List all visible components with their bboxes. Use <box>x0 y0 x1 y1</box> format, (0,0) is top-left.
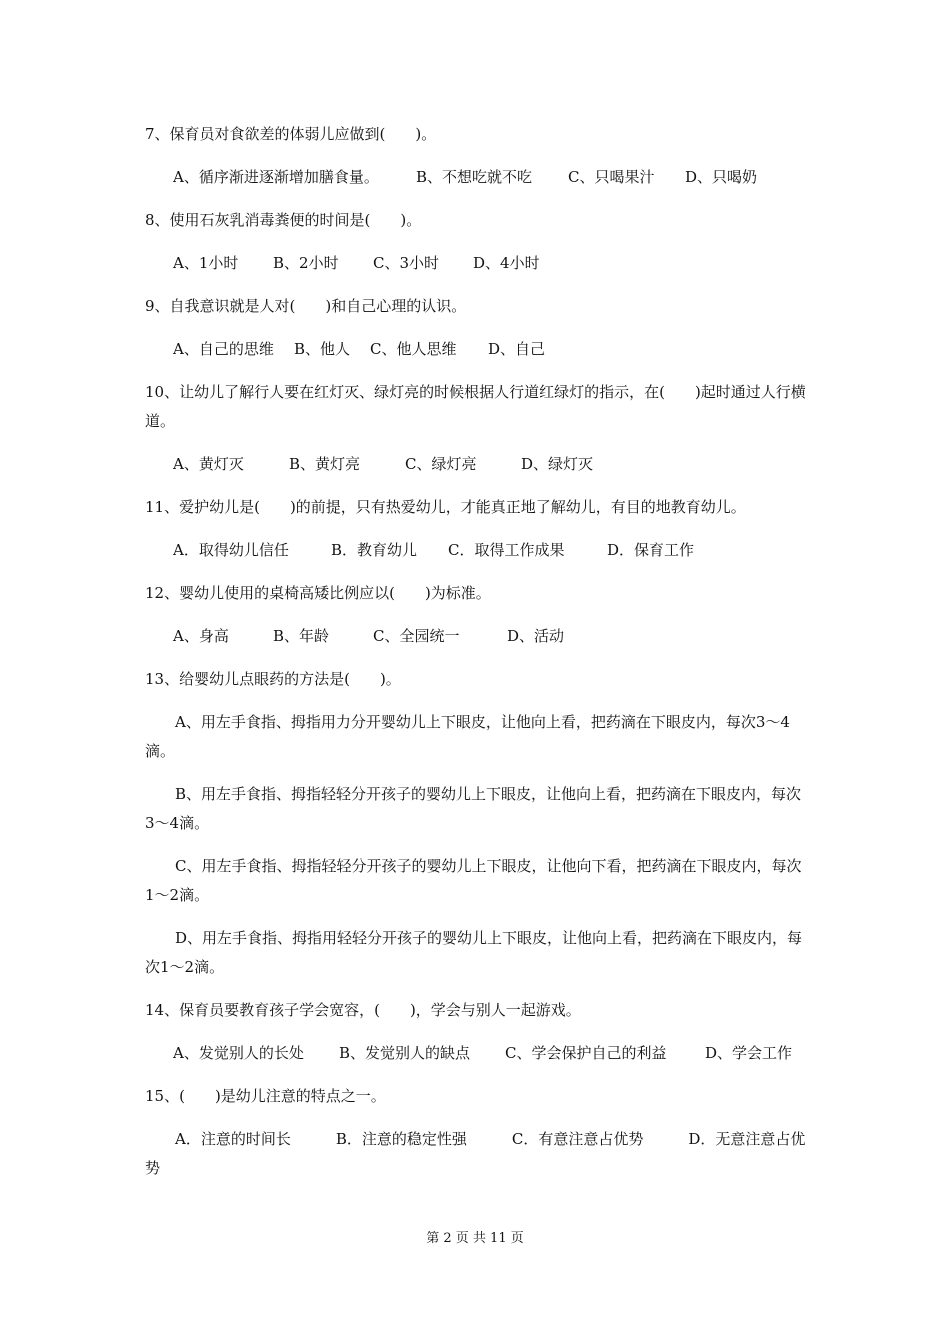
question-9-stem: 9、自我意识就是人对( )和自己心理的认识。 <box>145 297 467 315</box>
option-b: B、发觉别人的缺点 <box>339 1044 471 1062</box>
question-10-stem: 10、让幼儿了解行人要在红灯灭、绿灯亮的时候根据人行道红绿灯的指示，在( )起时通过人行横道。 <box>145 383 806 430</box>
question-7-stem: 7、保育员对食欲差的体弱儿应做到( )。 <box>145 125 437 143</box>
question-9-options <box>145 335 810 364</box>
option-b: B、不想吃就不吃 <box>416 168 533 186</box>
option-c: C、只喝果汁 <box>568 168 655 186</box>
option-b: B、他人 <box>294 340 351 358</box>
option-c: C、他人思维 <box>370 340 457 358</box>
option-a: A、自己的思维 <box>173 340 274 358</box>
option-b: B、黄灯亮 <box>289 455 361 473</box>
option-b: B、2小时 <box>273 254 339 272</box>
question-14-options <box>145 1039 810 1068</box>
question-14-stem: 14、保育员要教育孩子学会宽容，( )，学会与别人一起游戏。 <box>145 1001 581 1019</box>
document-page <box>145 120 810 1183</box>
question-13-option-c: C、用左手食指、拇指轻轻分开孩子的婴幼儿上下眼皮，让他向下看，把药滴在下眼皮内，每次1～2滴。 <box>145 857 802 904</box>
question-12-options <box>145 622 810 651</box>
option-a: A、1小时 <box>173 254 239 272</box>
question-15-options: A．注意的时间长 B．注意的稳定性强 C．有意注意占优势 D．无意注意占优势 <box>145 1130 806 1177</box>
option-b: B．教育幼儿 <box>331 541 418 559</box>
option-d: D．保育工作 <box>607 541 695 559</box>
question-15-stem: 15、( )是幼儿注意的特点之一。 <box>145 1087 386 1105</box>
option-a: A、黄灯灭 <box>173 455 244 473</box>
question-10-options <box>145 450 810 479</box>
option-c: C、全园统一 <box>373 627 460 645</box>
option-a: A、发觉别人的长处 <box>173 1044 304 1062</box>
option-d: D、活动 <box>507 627 565 645</box>
question-8-stem: 8、使用石灰乳消毒粪便的时间是( )。 <box>145 211 422 229</box>
option-c: C、学会保护自己的利益 <box>505 1044 667 1062</box>
question-7-options <box>145 163 810 192</box>
option-a: A、循序渐进逐渐增加膳食量。 <box>173 168 379 186</box>
option-a: A、身高 <box>173 627 229 645</box>
option-c: C、绿灯亮 <box>405 455 477 473</box>
option-a: A．取得幼儿信任 <box>173 541 289 559</box>
option-d: D、学会工作 <box>705 1044 793 1062</box>
option-d: D、只喝奶 <box>685 168 758 186</box>
option-d: D、4小时 <box>473 254 540 272</box>
question-11-stem: 11、爱护幼儿是( )的前提，只有热爱幼儿，才能真正地了解幼儿，有目的地教育幼儿。 <box>145 498 746 516</box>
option-c: C．取得工作成果 <box>448 541 565 559</box>
option-d: D、绿灯灭 <box>521 455 594 473</box>
option-b: B、年龄 <box>273 627 330 645</box>
option-d: D、自己 <box>488 340 546 358</box>
option-c: C、3小时 <box>373 254 440 272</box>
question-13-stem: 13、给婴幼儿点眼药的方法是( )。 <box>145 670 401 688</box>
question-8-options <box>145 249 810 278</box>
question-11-options <box>145 536 810 565</box>
question-13-option-d: D、用左手食指、拇指用轻轻分开孩子的婴幼儿上下眼皮，让他向上看，把药滴在下眼皮内，每次1～2滴。 <box>145 929 803 976</box>
question-12-stem: 12、婴幼儿使用的桌椅高矮比例应以( )为标准。 <box>145 584 491 602</box>
question-13-option-a: A、用左手食指、拇指用力分开婴幼儿上下眼皮，让他向上看，把药滴在下眼皮内，每次3～4滴。 <box>145 713 790 760</box>
page-number-footer: 第 2 页 共 11 页 <box>426 1231 524 1246</box>
question-13-option-b: B、用左手食指、拇指轻轻分开孩子的婴幼儿上下眼皮，让他向上看，把药滴在下眼皮内，每次3～4滴。 <box>145 785 802 832</box>
